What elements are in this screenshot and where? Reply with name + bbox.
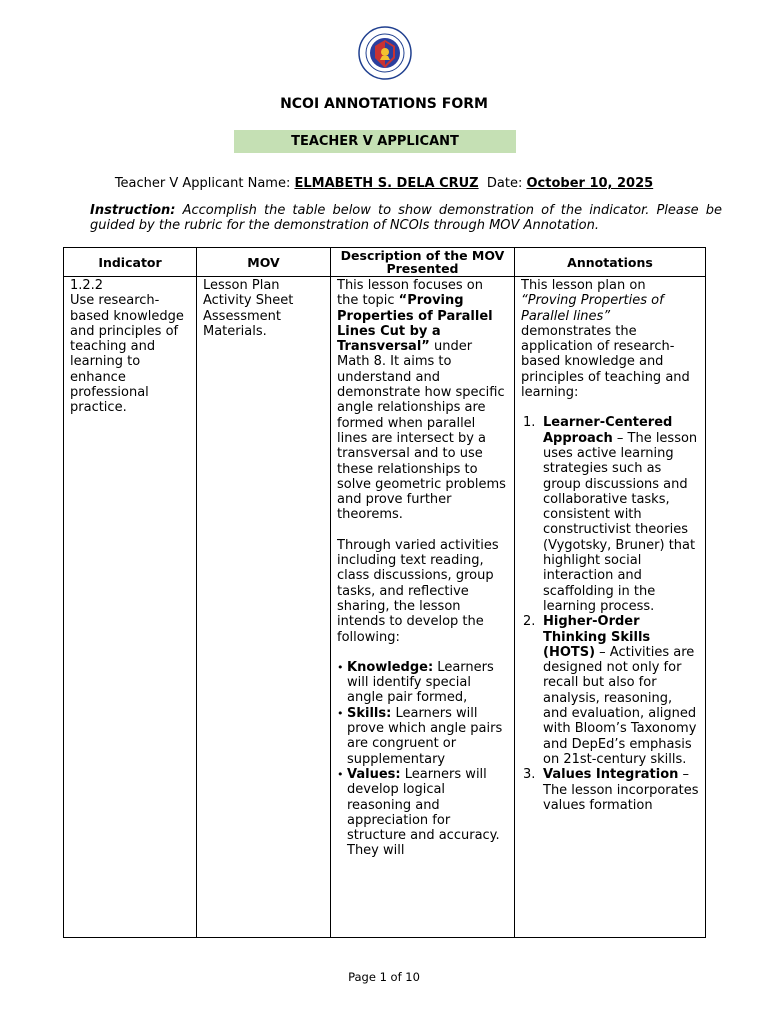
annotation-text: This lesson plan on [521, 278, 646, 293]
objective-text: Learners will identify special angle pair formed, [347, 659, 494, 706]
principle-text: – The lesson uses active learning strategies such as group discussions and collaborative tasks, consistent with constructivist theories (Vygotsky, Bruner) that highlight social interaction and scaffolding in the learning process. [543, 430, 698, 614]
applicant-position-banner: TEACHER V APPLICANT [234, 130, 516, 153]
instruction-label: Instruction: [90, 203, 176, 218]
list-item [337, 660, 508, 706]
annotations-cell [515, 277, 706, 938]
list-item [521, 614, 699, 767]
description-text: under Math 8. It aims to understand and demonstrate how specific angle relationships are formed when parallel lines are intersect by a transversal and to use these relationships to solve geometric problems and prove further theorems. [337, 339, 506, 523]
lesson-topic: “Proving Properties of Parallel Lines Cut by a Transversal” [337, 293, 493, 355]
table-header-row [64, 248, 706, 277]
description-paragraph-2: Through varied activities including text reading, class discussions, group tasks, and reflective sharing, the lesson intends to develop the following: [337, 537, 499, 645]
principle-text: – Activities are designed not only for recall but also for analysis, reasoning, and evaluation, aligned with Bloom’s Taxonomy and DepEd’s emphasis on 21st-century skills. [543, 644, 697, 767]
objective-text: Learners will prove which angle pairs are congruent or supplementary [347, 705, 503, 767]
objective-label: Knowledge: [347, 659, 434, 675]
annotation-text: demonstrates the application of research-based knowledge and principles of teaching and learning: [521, 323, 690, 401]
indicator-cell [64, 277, 197, 938]
date-label: Date: [486, 176, 523, 191]
header-description: Description of the MOV Presented [331, 248, 515, 277]
header-indicator: Indicator [64, 248, 197, 277]
principle-label: Learner-Centered Approach [543, 415, 673, 446]
list-item [337, 767, 508, 859]
principle-label: Higher-Order Thinking Skills (HOTS) [543, 614, 651, 660]
instruction-body: Accomplish the table below to show demonstration of the indicator. Please be guided by the rubric for the demonstration of NCOIs through MOV Annotation. [90, 203, 722, 233]
form-title: NCOI ANNOTATIONS FORM [280, 96, 488, 112]
mov-cell [197, 277, 331, 938]
description-cell [331, 277, 515, 938]
date-value: October 10, 2025 [526, 176, 654, 191]
indicator-code: 1.2.2 [70, 278, 104, 293]
list-number: 3. [523, 767, 536, 783]
page-number: Page 1 of 10 [348, 970, 420, 984]
list-number: 1. [523, 415, 536, 431]
list-number: 2. [523, 614, 536, 630]
description-text: This lesson focuses on the topic [337, 278, 483, 309]
objective-text: Learners will develop logical reasoning and appreciation for structure and accuracy. They will [347, 766, 500, 859]
list-item [337, 706, 508, 767]
mov-item: Assessment Materials. [203, 308, 281, 339]
list-item [521, 767, 699, 813]
applicant-name-line [0, 176, 768, 191]
indicator-text: Use research-based knowledge and principles of teaching and learning to enhance professional practice. [70, 293, 184, 416]
objective-label: Skills: [347, 705, 392, 721]
list-item [521, 415, 699, 614]
mov-item: Activity Sheet [203, 293, 294, 309]
annotation-table [63, 247, 706, 938]
objective-label: Values: [347, 766, 401, 782]
name-label: Teacher V Applicant Name: [114, 176, 291, 191]
principles-list [521, 415, 699, 813]
principle-text: – The lesson incorporates values formation [543, 767, 699, 813]
deped-seal-logo [358, 26, 412, 80]
applicant-name: ELMABETH S. DELA CRUZ [294, 176, 479, 191]
instruction-text [90, 203, 722, 233]
mov-item: Lesson Plan [203, 278, 280, 293]
description-paragraph-1 [337, 278, 508, 523]
annotation-topic: “Proving Properties of Parallel lines” [521, 293, 664, 324]
header-annotations: Annotations [515, 248, 706, 277]
table-row [64, 277, 706, 938]
principle-label: Values Integration [543, 767, 679, 783]
objectives-list [337, 660, 508, 859]
header-mov: MOV [197, 248, 331, 277]
annotations-intro [521, 278, 699, 400]
